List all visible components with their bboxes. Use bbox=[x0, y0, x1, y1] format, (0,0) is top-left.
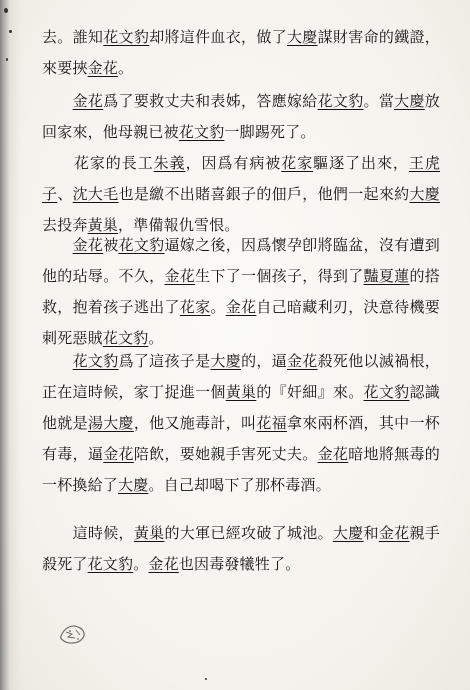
ink-blot-stamp bbox=[58, 622, 88, 646]
proper-name: 金花 bbox=[378, 524, 410, 542]
proper-name: 湯大慶 bbox=[87, 414, 134, 432]
text-run: ，因爲有病被 bbox=[185, 154, 282, 172]
proper-name: 金花 bbox=[72, 92, 104, 110]
proper-name: 金花 bbox=[225, 298, 257, 316]
text-run: 殺死他以滅禍根，正在這時候，家丁捉進一個 bbox=[42, 352, 440, 401]
text-run: 這時候， bbox=[42, 524, 134, 542]
text-run: 。 bbox=[118, 59, 134, 77]
text-run: 和 bbox=[363, 524, 379, 542]
proper-name: 豔夏蓮 bbox=[363, 267, 410, 285]
binding-shadow bbox=[0, 0, 22, 690]
proper-name: 金花 bbox=[103, 445, 134, 463]
paragraph-6 bbox=[42, 518, 440, 580]
text-run: 也因毒發犧牲了。 bbox=[178, 555, 301, 573]
text-run: 花家的長工 bbox=[42, 154, 154, 172]
text-run: 。自己却喝下了那杯毒酒。 bbox=[148, 476, 331, 494]
proper-name: 金花 bbox=[164, 267, 196, 285]
text-run: 自己暗藏利刃，決意待機要刺死惡賊 bbox=[42, 298, 440, 347]
proper-name: 花文豹 bbox=[87, 555, 134, 573]
proper-name: 大慶 bbox=[394, 92, 425, 110]
text-run: 、 bbox=[57, 185, 73, 203]
proper-name: 黃巢 bbox=[87, 216, 119, 234]
text-run: 放回家來，他母親已被 bbox=[42, 92, 440, 141]
text-run: 。 bbox=[133, 555, 149, 573]
paragraph-5 bbox=[42, 346, 440, 501]
text-run: 。 bbox=[148, 329, 164, 347]
paragraph-3 bbox=[42, 148, 440, 241]
text-run: 生下了一個孩子，得到了 bbox=[195, 267, 364, 285]
proper-name: 金花 bbox=[148, 555, 179, 573]
proper-name: 花文豹 bbox=[103, 28, 150, 46]
text-run: 認識他就是 bbox=[42, 383, 440, 432]
proper-name: 大慶 bbox=[332, 524, 364, 542]
text-run: 却將這件血衣，做了 bbox=[149, 28, 287, 46]
proper-name: 黃巢 bbox=[225, 383, 257, 401]
text-run: 。當 bbox=[363, 92, 395, 110]
text-run: 爲了要救丈夫和表姊，答應嫁給 bbox=[103, 92, 318, 110]
text-run: 暗地將無毒的一杯換給了 bbox=[42, 445, 440, 494]
text-run: 的大軍已經攻破了城池。 bbox=[164, 524, 333, 542]
text-run: 被 bbox=[103, 236, 119, 254]
ink-speck bbox=[4, 8, 8, 13]
proper-name: 大慶 bbox=[286, 28, 318, 46]
text-run: 也是繳不出賭喜銀子的佃戶，他們一起來約 bbox=[118, 185, 410, 203]
proper-name: 黃巢 bbox=[133, 524, 165, 542]
proper-name: 大慶 bbox=[118, 476, 149, 494]
proper-name: 花家 bbox=[281, 154, 314, 172]
text-run: 的『奸細』來。 bbox=[256, 383, 364, 401]
text-run: 驅逐了出來， bbox=[313, 154, 409, 172]
text-run: 。 bbox=[210, 298, 226, 316]
text-run: 去。誰知 bbox=[42, 28, 104, 46]
ink-speck bbox=[9, 30, 12, 33]
proper-name: 花文豹 bbox=[178, 123, 225, 141]
proper-name: 沈大毛 bbox=[72, 185, 119, 203]
text-run: 陪飲，要她親手害死丈夫。 bbox=[133, 445, 318, 463]
text-run: 的，逼 bbox=[241, 352, 287, 370]
ink-speck bbox=[205, 678, 207, 680]
proper-name: 花文豹 bbox=[118, 236, 165, 254]
proper-name: 大慶 bbox=[210, 352, 242, 370]
ink-speck bbox=[6, 58, 8, 61]
text-run bbox=[42, 92, 73, 110]
proper-name: 金花 bbox=[72, 236, 104, 254]
proper-name: 王虎子 bbox=[42, 154, 441, 203]
text-run: 親手殺死了 bbox=[42, 524, 440, 573]
text-run: ，他又施毒計，叫 bbox=[133, 414, 257, 432]
proper-name: 花文豹 bbox=[363, 383, 410, 401]
paragraph-4 bbox=[42, 230, 440, 354]
text-run: ，準備報仇雪恨。 bbox=[118, 216, 240, 234]
paragraph-2 bbox=[42, 86, 440, 148]
proper-name: 花文豹 bbox=[317, 92, 364, 110]
paragraph-1 bbox=[42, 22, 440, 84]
proper-name: 大慶 bbox=[409, 185, 440, 203]
proper-name: 金花 bbox=[87, 59, 119, 77]
text-run: 去投奔 bbox=[42, 216, 88, 234]
text-run: 逼嫁之後，因爲懷孕卽將臨盆，沒有遭到他的玷辱。不久， bbox=[42, 236, 440, 285]
proper-name: 花福 bbox=[256, 414, 287, 432]
proper-name: 花家 bbox=[179, 298, 211, 316]
proper-name: 金花 bbox=[287, 352, 318, 370]
proper-name: 花文豹 bbox=[102, 329, 149, 347]
proper-name: 朱義 bbox=[153, 154, 186, 172]
text-run bbox=[42, 352, 73, 370]
text-run: 爲了這孩子是 bbox=[118, 352, 211, 370]
text-run: 拿來兩杯酒，其中一杯有毒，逼 bbox=[42, 414, 440, 463]
text-run: 謀財害命的鐵證，來要挾 bbox=[42, 28, 440, 77]
text-run bbox=[42, 236, 73, 254]
text-run: 的搭救，抱着孩子逃出了 bbox=[42, 267, 440, 316]
text-run: 一脚踢死了。 bbox=[224, 123, 316, 141]
proper-name: 金花 bbox=[317, 445, 349, 463]
proper-name: 花文豹 bbox=[72, 352, 119, 370]
